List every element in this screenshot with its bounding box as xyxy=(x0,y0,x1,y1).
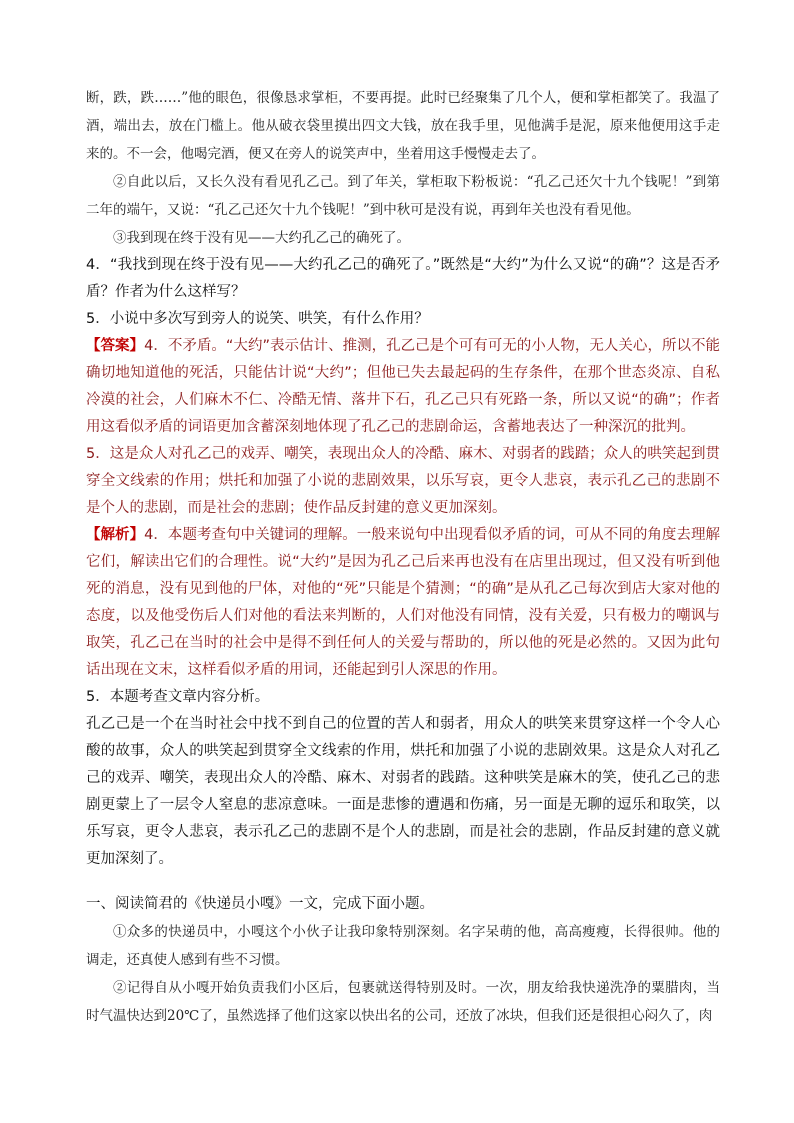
question-5: 5．小说中多次写到旁人的说笑、哄笑，有什么作用？ xyxy=(86,311,429,327)
answer-4-text: 4．不矛盾。“大约”表示估计、推测，孔乙己是个可有可无的小人物，无人关心，所以不能确切地知道他的死活，只能估计说“大约”；但他已失去最起码的生存条件，在那个世态炎凉、自私冷漠的社会，人们麻木不仁、冷酷无情、落井下石，孔乙己只有死路一条，所以又说“的确”；作者用这看似矛盾的词语更加含蓄深刻地体现了孔乙己的悲剧命运，含蓄地表达了一种深沉的批判。 xyxy=(86,338,721,435)
answer-tag: 【答案】 xyxy=(86,338,145,354)
analysis-5-heading: 5．本题考查文章内容分析。 xyxy=(86,689,270,705)
analysis-4 xyxy=(86,522,720,684)
answer-4 xyxy=(86,333,720,441)
question-4: 4．“我找到现在终于没有见——大约孔乙己的确死了。”既然是“大约”为什么又说“的确”？这是否矛盾？作者为什么这样写？ xyxy=(86,257,720,300)
section-2-paragraph-2: ②记得自从小嘎开始负责我们小区后，包裹就送得特别及时。一次，朋友给我快递洗净的粟腊肉，当时气温快达到20℃了，虽然选择了他们这家以快出名的公司，还放了冰块，但我们还是很担心闷久了，肉 xyxy=(86,980,720,1024)
page-content xyxy=(86,84,720,1030)
analysis-tag: 【解析】 xyxy=(86,527,145,543)
passage-paragraph-2: ②自此以后，又长久没有看见孔乙己。到了年关，掌柜取下粉板说：“孔乙己还欠十九个钱呢！”到第二年的端午，又说：“孔乙己还欠十九个钱呢！”到中秋可是没有说，再到年关也没有看见他。 xyxy=(86,174,720,218)
answer-5: 5．这是众人对孔乙己的戏弄、嘲笑，表现出众人的冷酷、麻木、对弱者的践踏；众人的哄笑起到贯穿全文线索的作用；烘托和加强了小说的悲剧效果，以乐写哀，更令人悲哀，表示孔乙己的悲剧不是个人的悲剧，而是社会的悲剧；使作品反封建的意义更加深刻。 xyxy=(86,446,720,516)
section-2-paragraph-1: ①众多的快递员中，小嘎这个小伙子让我印象特别深刻。名字呆萌的他，高高瘦瘦，长得很帅。他的调走，还真使人感到有些不习惯。 xyxy=(86,924,720,968)
passage-paragraph-continued: 断，跌，跌……”他的眼色，很像恳求掌柜，不要再提。此时已经聚集了几个人，便和掌柜都笑了。我温了酒，端出去，放在门槛上。他从破衣袋里摸出四文大钱，放在我手里，见他满手是泥，原来他便用这手走来的。不一会，他喝完酒，便又在旁人的说笑声中，坐着用这手慢慢走去了。 xyxy=(86,90,720,162)
analysis-5-body: 孔乙己是一个在当时社会中找不到自己的位置的苦人和弱者，用众人的哄笑来贯穿这样一个令人心酸的故事，众人的哄笑起到贯穿全文线索的作用，烘托和加强了小说的悲剧效果。这是众人对孔乙己的戏弄、嘲笑，表现出众人的冷酷、麻木、对弱者的践踏。这种哄笑是麻木的笑，使孔乙己的悲剧更蒙上了一层令人窒息的悲凉意味。一面是悲惨的遭遇和伤痛，另一面是无聊的逗乐和取笑，以乐写哀，更令人悲哀，表示孔乙己的悲剧不是个人的悲剧，而是社会的悲剧，作品反封建的意义就更加深刻了。 xyxy=(86,716,720,867)
section-2-heading: 一、阅读简君的《快递员小嘎》一文，完成下面小题。 xyxy=(86,896,434,912)
passage-paragraph-3: ③我到现在终于没有见——大约孔乙己的确死了。 xyxy=(113,230,410,246)
analysis-4-text: 4．本题考查句中关键词的理解。一般来说句中出现看似矛盾的词，可从不同的角度去理解它们，解读出它们的合理性。说“大约”是因为孔乙己后来再也没有在店里出现过，但又没有听到他死的消息，没有见到他的尸体，对他的“死”只能是个猜测；“的确”是从孔乙己每次到店大家对他的态度，以及他受伤后人们对他的看法来判断的，人们对他没有同情，没有关爱，只有极力的嘲讽与取笑，孔乙己在当时的社会中是得不到任何人的关爱与帮助的，所以他的死是必然的。又因为此句话出现在文末，这样看似矛盾的用词，还能起到引人深思的作用。 xyxy=(86,527,720,678)
section-spacer xyxy=(86,873,720,891)
